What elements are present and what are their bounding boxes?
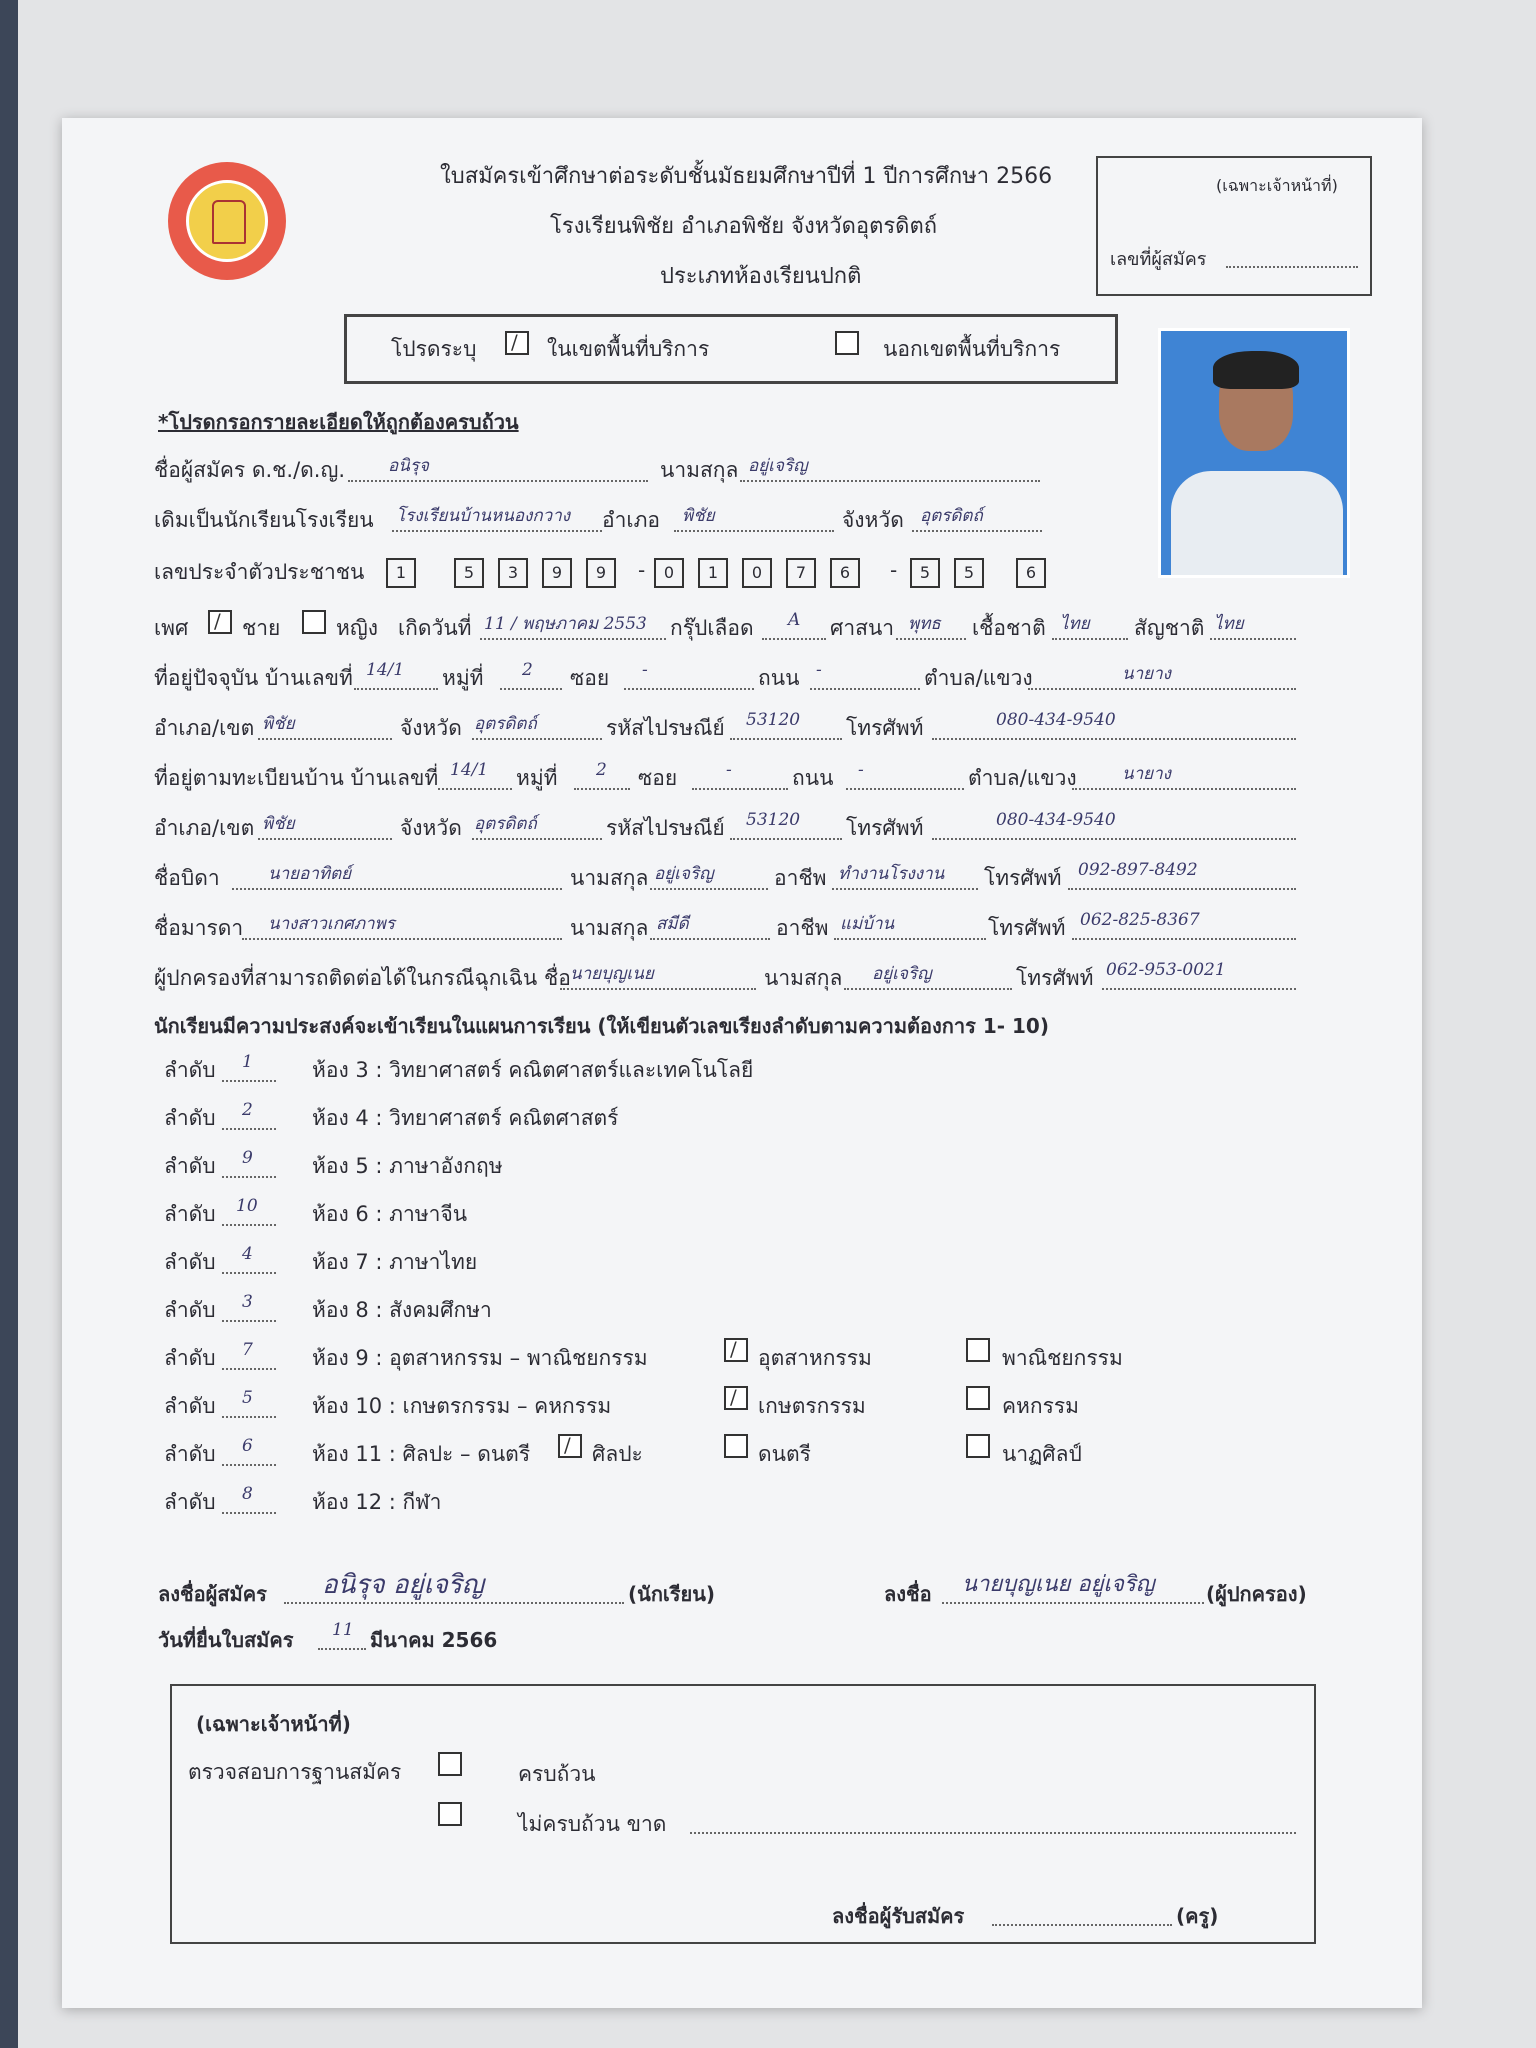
zone-label: โปรดระบุ [391, 337, 477, 361]
reg-house-value: 14/1 [450, 760, 489, 780]
father-phone-label: โทรศัพท์ [984, 866, 1062, 890]
id-digit-box[interactable]: 6 [830, 558, 860, 588]
rank-value: 2 [242, 1100, 253, 1120]
gender-label: เพศ [154, 616, 189, 640]
current-road-field[interactable] [810, 666, 920, 690]
rank-value: 4 [242, 1244, 253, 1264]
former-school-value: โรงเรียนบ้านหนองกวาง [396, 506, 571, 526]
current-addr-label: ที่อยู่ปัจจุบัน บ้านเลขที่ [154, 666, 353, 690]
official-box [1096, 156, 1372, 296]
office-check-label: ตรวจสอบการฐานสมัคร [188, 1760, 402, 1784]
female-label: หญิง [336, 616, 378, 640]
rank-label: ลำดับ [164, 1394, 216, 1418]
applicant-no-field[interactable] [1226, 244, 1358, 268]
rank-label: ลำดับ [164, 1442, 216, 1466]
id-digit-box[interactable]: 7 [786, 558, 816, 588]
current-house-value: 14/1 [366, 660, 405, 680]
guardian-suffix: (ผู้ปกครอง) [1206, 1582, 1307, 1606]
blood-label: กรุ๊ปเลือด [670, 616, 754, 640]
surname-value: อยู่เจริญ [748, 456, 808, 476]
id-digit-box[interactable]: 0 [654, 558, 684, 588]
guardian-surname-value: อยู่เจริญ [872, 964, 932, 984]
mother-name-value: นางสาวเกศภาพร [268, 914, 395, 934]
religion-label: ศาสนา [830, 616, 895, 640]
race-label: เชื้อชาติ [972, 616, 1046, 640]
rank-value: 3 [242, 1292, 253, 1312]
nationality-value: ไทย [1214, 614, 1244, 634]
home-ec-checkbox[interactable] [966, 1386, 990, 1410]
date-rest: มีนาคม 2566 [370, 1628, 498, 1652]
name-value: อนิรุจ [388, 456, 429, 476]
rank-value: 9 [242, 1148, 253, 1168]
id-card-label: เลขประจำตัวประชาชน [154, 560, 365, 584]
current-amphoe-label: อำเภอ/เขต [154, 716, 255, 740]
rank-label: ลำดับ [164, 1202, 216, 1226]
rank-label: ลำดับ [164, 1250, 216, 1274]
zone-inside-label: ในเขตพื้นที่บริการ [547, 337, 710, 361]
reg-amphoe-label: อำเภอ/เขต [154, 816, 255, 840]
former-school-label: เดิมเป็นนักเรียนโรงเรียน [154, 508, 374, 532]
room-label: ห้อง 9 : อุตสาหกรรม – พาณิชยกรรม [312, 1346, 648, 1370]
reg-soi-field[interactable] [692, 766, 788, 790]
current-road-label: ถนน [758, 666, 800, 690]
applicant-no-label: เลขที่ผู้สมัคร [1110, 249, 1207, 270]
male-label: ชาย [242, 616, 281, 640]
agriculture-checkbox[interactable] [724, 1386, 748, 1410]
industry-checkbox[interactable] [724, 1338, 748, 1362]
male-checkbox[interactable] [208, 610, 232, 634]
id-digit-box[interactable]: 1 [386, 558, 416, 588]
room-label: ห้อง 7 : ภาษาไทย [312, 1250, 478, 1274]
id-digit-box[interactable]: 5 [910, 558, 940, 588]
name-label: ชื่อผู้สมัคร ด.ช./ด.ญ. [154, 458, 346, 482]
rank-label: ลำดับ [164, 1058, 216, 1082]
father-name-value: นายอาทิตย์ [268, 864, 352, 884]
rank-value: 6 [242, 1436, 253, 1456]
office-title: (เฉพาะเจ้าหน้าที่) [196, 1712, 351, 1736]
father-surname-label: นามสกุล [570, 866, 649, 890]
reg-phone-label: โทรศัพท์ [846, 816, 924, 840]
mother-surname-label: นามสกุล [570, 916, 649, 940]
official-box-label: (เฉพาะเจ้าหน้าที่) [1216, 176, 1338, 195]
applicant-signature: อนิรุจ อยู่เจริญ [322, 1570, 484, 1600]
incomplete-label: ไม่ครบถ้วน ขาด [518, 1812, 667, 1836]
reg-amphoe-value: พิชัย [262, 814, 295, 834]
rank-label: ลำดับ [164, 1154, 216, 1178]
guardian-sign-label: ลงชื่อ [884, 1582, 932, 1606]
current-moo-label: หมู่ที่ [442, 666, 484, 690]
room-label: ห้อง 8 : สังคมศึกษา [312, 1298, 492, 1322]
mother-phone-value: 062-825-8367 [1080, 910, 1200, 930]
zone-inside-checkbox[interactable] [505, 331, 529, 355]
id-separator: - [890, 558, 898, 582]
school-amphoe-label: อำเภอ [602, 508, 661, 532]
reg-phone-value: 080-434-9540 [996, 810, 1116, 830]
room-label: ห้อง 10 : เกษตรกรรม – คหกรรม [312, 1394, 612, 1418]
mother-label: ชื่อมารดา [154, 916, 244, 940]
receiver-sign-label: ลงชื่อผู้รับสมัคร [832, 1904, 965, 1928]
current-moo-value: 2 [522, 660, 533, 680]
reg-province-value: อุตรดิตถ์ [474, 814, 537, 834]
current-tambon-label: ตำบล/แขวง [924, 666, 1033, 690]
zone-select-box [344, 314, 1118, 384]
father-surname-value: อยู่เจริญ [654, 864, 714, 884]
complete-checkbox[interactable] [438, 1752, 462, 1776]
application-form [62, 118, 1422, 2008]
blood-value: A [788, 610, 801, 630]
applicant-sign-label: ลงชื่อผู้สมัคร [158, 1582, 267, 1606]
father-phone-value: 092-897-8492 [1078, 860, 1198, 880]
rank-label: ลำดับ [164, 1346, 216, 1370]
instruction-text: *โปรดกรอกรายละเอียดให้ถูกต้องครบถ้วน [158, 410, 519, 434]
school-seal-logo [168, 162, 286, 280]
current-tambon-value: นายาง [1122, 664, 1171, 684]
home-ec-label: คหกรรม [1002, 1394, 1080, 1418]
school-province-label: จังหวัด [842, 508, 904, 532]
id-digit-box[interactable]: 9 [586, 558, 616, 588]
mother-occupation-value: แม่บ้าน [840, 914, 895, 934]
reg-postcode-value: 53120 [746, 810, 801, 830]
reg-tambon-field[interactable] [1072, 766, 1296, 790]
student-suffix: (นักเรียน) [628, 1582, 716, 1606]
school-name: โรงเรียนพิชัย อำเภอพิชัย จังหวัดอุตรดิตถ์ [550, 214, 938, 239]
reg-moo-label: หมู่ที่ [516, 766, 558, 790]
id-digit-box[interactable]: 1 [698, 558, 728, 588]
date-label: วันที่ยื่นใบสมัคร [158, 1628, 294, 1652]
religion-value: พุทธ [908, 614, 941, 634]
father-label: ชื่อบิดา [154, 866, 220, 890]
reg-tambon-value: นายาง [1122, 764, 1171, 784]
female-checkbox[interactable] [302, 610, 326, 634]
id-digit-box[interactable]: 5 [454, 558, 484, 588]
art-label: ศิลปะ [592, 1442, 643, 1466]
surname-label: นามสกุล [660, 458, 739, 482]
guardian-name-value: นายบุญเนย [570, 964, 654, 984]
dance-label: นาฏศิลป์ [1002, 1442, 1082, 1466]
mother-surname-value: สมีดี [656, 914, 689, 934]
dance-checkbox[interactable] [966, 1434, 990, 1458]
commerce-label: พาณิชยกรรม [1002, 1346, 1123, 1370]
receiver-suffix: (ครู) [1176, 1904, 1219, 1928]
rank-label: ลำดับ [164, 1490, 216, 1514]
current-postcode-label: รหัสไปรษณีย์ [606, 716, 725, 740]
current-soi-value: - [642, 660, 648, 680]
id-separator: - [638, 558, 646, 582]
zone-outside-label: นอกเขตพื้นที่บริการ [883, 337, 1061, 361]
industry-label: อุตสาหกรรม [758, 1346, 872, 1370]
incomplete-checkbox[interactable] [438, 1802, 462, 1826]
reg-province-label: จังหวัด [400, 816, 462, 840]
applicant-photo [1158, 328, 1350, 578]
room-label: ห้อง 12 : กีฬา [312, 1490, 442, 1514]
mother-phone-label: โทรศัพท์ [988, 916, 1066, 940]
reg-moo-value: 2 [596, 760, 607, 780]
current-province-value: อุตรดิตถ์ [474, 714, 537, 734]
room-label: ห้อง 6 : ภาษาจีน [312, 1202, 468, 1226]
race-value: ไทย [1060, 614, 1090, 634]
current-amphoe-value: พิชัย [262, 714, 295, 734]
rank-label: ลำดับ [164, 1298, 216, 1322]
school-province-value: อุตรดิตถ์ [920, 506, 983, 526]
mother-occupation-label: อาชีพ [776, 916, 829, 940]
id-digit-box[interactable]: 5 [954, 558, 984, 588]
guardian-surname-label: นามสกุล [764, 966, 843, 990]
zone-outside-checkbox[interactable] [835, 331, 859, 355]
current-soi-label: ซอย [570, 666, 610, 690]
rank-value: 10 [236, 1196, 258, 1216]
reg-soi-value: - [726, 760, 732, 780]
current-province-label: จังหวัด [400, 716, 462, 740]
school-amphoe-value: พิชัย [682, 506, 715, 526]
current-postcode-value: 53120 [746, 710, 801, 730]
art-checkbox[interactable] [558, 1434, 582, 1458]
guardian-signature: นายบุญเนย อยู่เจริญ [962, 1572, 1155, 1597]
date-day-value: 11 [332, 1620, 354, 1640]
room-label: ห้อง 3 : วิทยาศาสตร์ คณิตศาสตร์และเทคโนโลยี [312, 1058, 754, 1082]
rank-value: 1 [242, 1052, 253, 1072]
current-road-value: - [816, 660, 822, 680]
birth-label: เกิดวันที่ [398, 616, 472, 640]
room-label: ห้อง 5 : ภาษาอังกฤษ [312, 1154, 503, 1178]
room-label: ห้อง 11 : ศิลปะ – ดนตรี [312, 1442, 531, 1466]
guardian-phone-label: โทรศัพท์ [1016, 966, 1094, 990]
music-checkbox[interactable] [724, 1434, 748, 1458]
reg-road-value: - [858, 760, 864, 780]
father-occupation-value: ทำงานโรงงาน [838, 864, 945, 884]
birth-value: 11 / พฤษภาคม 2553 [484, 614, 647, 634]
office-use-box [170, 1684, 1316, 1944]
receiver-sign-field[interactable] [992, 1902, 1172, 1926]
rank-label: ลำดับ [164, 1106, 216, 1130]
rank-value: 8 [242, 1484, 253, 1504]
class-type: ประเภทห้องเรียนปกติ [660, 264, 862, 289]
reg-soi-label: ซอย [638, 766, 678, 790]
agriculture-label: เกษตรกรรม [758, 1394, 866, 1418]
form-title: ใบสมัครเข้าศึกษาต่อระดับชั้นมัธยมศึกษาปีที่ 1 ปีการศึกษา 2566 [440, 164, 1053, 189]
music-label: ดนตรี [758, 1442, 811, 1466]
nationality-label: สัญชาติ [1134, 616, 1205, 640]
missing-field[interactable] [690, 1810, 1296, 1834]
reg-postcode-label: รหัสไปรษณีย์ [606, 816, 725, 840]
guardian-phone-value: 062-953-0021 [1106, 960, 1226, 980]
id-digit-box[interactable]: 6 [1016, 558, 1046, 588]
reg-addr-label: ที่อยู่ตามทะเบียนบ้าน บ้านเลขที่ [154, 766, 439, 790]
current-phone-value: 080-434-9540 [996, 710, 1116, 730]
plan-heading: นักเรียนมีความประสงค์จะเข้าเรียนในแผนการเรียน (ให้เขียนตัวเลขเรียงลำดับตามความต้องการ 1- 10) [154, 1014, 1049, 1038]
guardian-label: ผู้ปกครองที่สามารถติดต่อได้ในกรณีฉุกเฉิน ชื่อ [154, 966, 571, 990]
current-phone-label: โทรศัพท์ [846, 716, 924, 740]
id-digit-box[interactable]: 9 [542, 558, 572, 588]
complete-label: ครบถ้วน [518, 1762, 596, 1786]
reg-tambon-label: ตำบล/แขวง [968, 766, 1077, 790]
commerce-checkbox[interactable] [966, 1338, 990, 1362]
id-digit-box[interactable]: 0 [742, 558, 772, 588]
father-occupation-label: อาชีพ [774, 866, 827, 890]
rank-value: 5 [242, 1388, 253, 1408]
id-digit-box[interactable]: 3 [498, 558, 528, 588]
rank-value: 7 [242, 1340, 253, 1360]
room-label: ห้อง 4 : วิทยาศาสตร์ คณิตศาสตร์ [312, 1106, 619, 1130]
reg-road-label: ถนน [792, 766, 834, 790]
